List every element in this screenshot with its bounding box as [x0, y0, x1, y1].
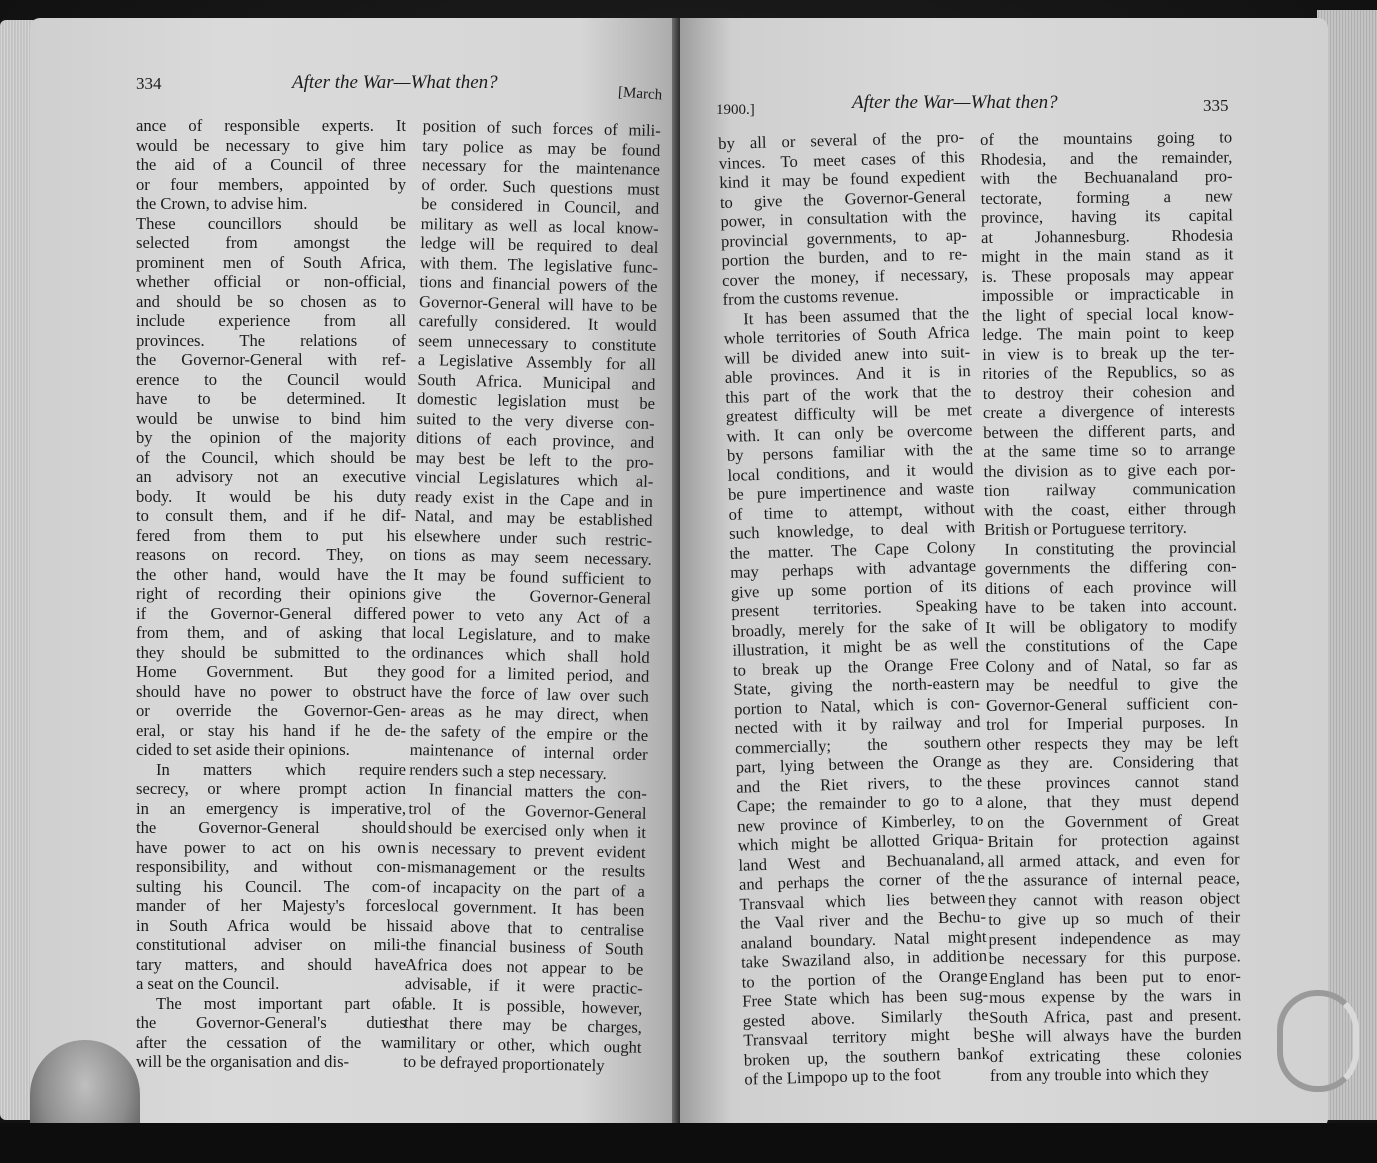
right-running-head [680, 70, 1328, 118]
text-line: on the Government of Great [987, 809, 1240, 832]
text-line: broadly, merely for the sake of [731, 614, 979, 641]
text-line: Governor-General sufficient con- [985, 692, 1239, 715]
text-line: power to veto any Act of a [412, 603, 651, 628]
text-line: is. These proposals may appear [981, 263, 1234, 286]
text-line: nected with it by railway and [734, 711, 981, 738]
text-line: trol for Imperial purposes. In [986, 712, 1239, 734]
text-line: include experience from all [136, 311, 406, 330]
text-line: after the cessation of the war [136, 1032, 406, 1052]
text-line: of the mountains going to [980, 127, 1233, 149]
text-line: State, giving the north-eastern [733, 672, 980, 699]
text-line: Transvaal which lies between [739, 887, 986, 914]
text-line: ditions of each province, and [416, 427, 655, 452]
text-line: have power to act on his own [136, 837, 406, 857]
right-date-fragment: 1900.] [716, 102, 755, 118]
text-line: tions and financial powers of the [419, 271, 658, 296]
text-line: the Crown, to advise him. [136, 194, 308, 213]
text-line: right of recording their opinions [136, 584, 406, 603]
text-line: and should be so chosen as to [136, 291, 406, 311]
text-line: South Africa. Municipal and [417, 369, 656, 394]
right-column-1 [718, 127, 991, 1089]
text-line: ance of responsible experts. It [136, 116, 406, 135]
text-line: should be exercised only when it [407, 817, 647, 842]
text-line: to break up the Orange Free [732, 653, 980, 680]
text-line: in an emergency is imperative, [136, 798, 406, 818]
text-line: may be needful to give the [985, 673, 1238, 695]
text-line: by all or several of the pro- [718, 127, 965, 153]
text-line: the aid of a Council of three [136, 155, 406, 174]
text-line: greatest difficulty will be met [725, 400, 973, 426]
text-line: The most important part of [156, 993, 406, 1013]
left-page-number: 334 [136, 74, 162, 93]
text-line: She will always have the burden [989, 1024, 1242, 1046]
text-line: cided to set aside their opinions. [136, 740, 350, 759]
text-line: will be divided anew into suit- [723, 341, 971, 368]
text-line: suited to the very diverse con- [416, 408, 655, 433]
text-line: responsibility, and without con- [136, 857, 406, 876]
text-line: Rhodesia, and the remainder, [980, 146, 1233, 169]
text-line: Africa does not appear to be [405, 954, 644, 979]
text-line: governments the differing con- [984, 556, 1237, 578]
text-line: at Johannesburg. Rhodesia [981, 224, 1234, 247]
text-line: that there may be charges, [403, 1012, 643, 1037]
text-line: by persons familiar with the [726, 439, 974, 465]
text-line: part, lying between the Orange [735, 750, 982, 777]
text-line: Colony and of Natal, so far as [985, 653, 1238, 676]
text-line: and perhaps the corner of the [738, 867, 986, 894]
text-line: impossible or impracticable in [981, 283, 1234, 305]
text-line: and the Riet rivers, to the [735, 770, 983, 797]
text-line: Governor-General will have to be [418, 291, 658, 316]
text-line: tions as may seem necessary. [413, 544, 652, 569]
text-line: mous expense by the wars in [988, 985, 1242, 1007]
text-line: of order. Such questions must [421, 174, 660, 199]
text-line: of the Limpopo up to the foot [744, 1064, 941, 1089]
text-line: In constituting the provincial [1004, 536, 1237, 559]
text-line: the assurance of internal peace, [987, 868, 1240, 890]
text-line: which might be allotted Griqua- [737, 828, 985, 855]
text-line: It has been assumed that the [742, 302, 970, 328]
text-line: elsewhere under such restric- [414, 525, 653, 550]
text-line: to the portion of the Orange [741, 965, 988, 992]
text-line: province, having its capital [980, 205, 1234, 227]
text-line: of extricating these colonies [989, 1043, 1242, 1066]
text-line: such knowledge, to deal with [728, 516, 976, 543]
text-line: commercially; the southern [734, 731, 982, 758]
right-running-title: After the War—What then? [852, 92, 1058, 113]
text-line: constitutional adviser on mili- [136, 935, 406, 954]
text-line: have to be taken into account. [984, 595, 1238, 617]
text-line: have to be determined. It [136, 389, 406, 408]
text-line: to consult them, and if he dif- [136, 506, 406, 525]
text-line: of incapacity on the part of a [406, 876, 646, 901]
text-line: might in the main stand as it [981, 244, 1234, 266]
text-line: give the Governor-General [412, 583, 652, 608]
text-line: broken up, the southern bank [743, 1043, 991, 1070]
text-line: in South Africa would be his [136, 915, 406, 935]
text-line: the other hand, would have the [136, 564, 406, 584]
text-line: the constitutions of the Cape [985, 634, 1238, 656]
text-line: domestic legislation must be [416, 388, 656, 413]
text-line: will be the organisation and dis- [136, 1052, 350, 1071]
text-line: the division as to give each por- [983, 458, 1236, 481]
text-line: or four members, appointed by [136, 174, 406, 194]
text-line: as they are. Considering that [986, 751, 1239, 773]
text-line: Home Government. But they [136, 662, 406, 681]
text-line: portion the burden, and to re- [721, 244, 968, 270]
left-date-fragment: [March [617, 84, 663, 104]
right-page-number: 335 [1203, 96, 1229, 115]
text-line: the financial business of South [405, 934, 644, 959]
text-line: with the coast, either through [983, 497, 1237, 520]
text-line: renders such a step necessary. [409, 759, 607, 783]
text-line: the Governor-General with ref- [136, 350, 406, 369]
text-line: carefully considered. It would [418, 310, 657, 335]
text-line: the light of special local know- [981, 302, 1235, 325]
text-line: land West and Bechuanaland, [738, 848, 985, 875]
text-line: between the different parts, and [983, 419, 1236, 442]
left-running-head [30, 70, 678, 110]
text-line: Britain for protection against [987, 829, 1240, 851]
text-line: the matter. The Cape Colony [729, 536, 976, 563]
text-line: is necessary to prevent evident [407, 837, 646, 862]
text-line: alone, that they must depend [986, 790, 1240, 812]
text-line: at the same time so to arrange [983, 439, 1236, 461]
text-line: secrecy, or where prompt action [136, 779, 406, 798]
text-line: ritories of the Republics, so as [982, 361, 1235, 383]
text-line: in view is to break up the ter- [982, 341, 1235, 364]
text-line: Free State which has been sug- [741, 984, 989, 1011]
text-line: tary matters, and should have [136, 954, 406, 974]
text-line: ready exist in the Cape and in [414, 486, 654, 511]
text-line: present independence as may [988, 926, 1241, 949]
text-line: ordinances which shall hold [411, 642, 650, 667]
text-line: of the Council, which should be [136, 447, 406, 467]
text-line: provinces. The relations of [136, 330, 406, 350]
text-line: ledge. The main point to keep [982, 322, 1235, 344]
text-line: eral, or stay his hand if he de- [136, 720, 406, 740]
text-line: South Africa, past and present. [989, 1004, 1242, 1027]
text-line: necessary for the maintenance [421, 154, 661, 179]
text-line: would be necessary to give him [136, 135, 406, 155]
text-line: whether official or non-official, [136, 272, 406, 291]
text-line: local conditions, and it would [727, 458, 974, 485]
text-line: whole territories of South Africa [723, 322, 970, 348]
text-line: the Vaal river and the Bechu- [739, 906, 987, 933]
text-line: with the Bechuanaland pro- [980, 166, 1233, 188]
text-line: with them. The legislative func- [419, 252, 659, 277]
text-line: vincial Legislatures which al- [415, 466, 654, 491]
text-line: fered from them to put his [136, 525, 406, 545]
text-line: It may be found sufficient to [413, 564, 652, 589]
text-line: a seat on the Council. [136, 974, 280, 993]
text-line: should have no power to obstruct [136, 681, 406, 701]
text-line: if the Governor-General differed [136, 603, 406, 623]
text-line: illustration, it might be as well [732, 633, 979, 660]
text-line: by the opinion of the majority [136, 428, 406, 447]
text-line: ditions of each province will [984, 575, 1237, 598]
text-line: erence to the Council would [136, 369, 406, 389]
text-line: trol of the Governor-General [408, 798, 647, 823]
text-line: reasons on record. They, on [136, 545, 406, 564]
text-line: Natal, and may be established [414, 505, 653, 530]
text-line: tectorate, forming a new [980, 185, 1233, 208]
shadow [0, 1123, 1377, 1163]
text-line: ledge will be required to deal [420, 232, 659, 257]
right-column-2 [980, 127, 1242, 1085]
text-line: of time to attempt, without [728, 497, 975, 524]
text-line: analand boundary. Natal might [740, 926, 987, 953]
text-line: military as well as local know- [420, 213, 659, 238]
text-line: take Swaziland also, in addition [740, 945, 988, 972]
text-line: give up some portion of its [730, 575, 977, 602]
text-line: be necessary for this purpose. [988, 946, 1241, 968]
text-line: create a divergence of interests [982, 400, 1236, 422]
text-line: these provinces cannot stand [986, 770, 1239, 793]
text-line: sulting his Council. The com- [136, 876, 406, 896]
text-line: with. It can only be overcome [726, 419, 973, 446]
text-line: British or Portuguese territory. [984, 517, 1187, 539]
text-line: the Governor-General should [136, 818, 406, 837]
text-line: have the force of law over such [410, 681, 650, 706]
text-line: they should be submitted to the [136, 642, 406, 662]
text-line: Transvaal territory might be [743, 1023, 990, 1050]
text-line: selected from amongst the [136, 233, 406, 252]
page-clip [1277, 990, 1359, 1092]
text-line: local government. It has been [406, 895, 645, 920]
text-line: areas as he may direct, when [410, 700, 649, 725]
text-line: said above that to centralise [405, 915, 645, 940]
text-line: be considered in Council, and [420, 193, 660, 218]
text-line: all armed attack, and even for [987, 848, 1240, 871]
text-line: good for a limited period, and [411, 661, 650, 686]
right-page [680, 18, 1328, 1130]
text-line: These councillors should be [136, 213, 406, 233]
text-line: maintenance of internal order [409, 739, 648, 764]
text-line: to destroy their cohesion and [982, 380, 1235, 403]
text-line: In matters which require [156, 759, 406, 779]
text-line: local Legislature, and to make [411, 622, 651, 647]
text-line: vinces. To meet cases of this [718, 146, 965, 173]
text-line: would be unwise to bind him [136, 408, 406, 428]
text-line: position of such forces of mili- [422, 116, 661, 140]
text-line: from the customs revenue. [722, 285, 899, 309]
text-line: from any trouble into which they [989, 1063, 1209, 1085]
text-line: provincial governments, to ap- [720, 224, 968, 251]
text-line: body. It would be his duty [136, 486, 406, 506]
text-line: mismanagement or the results [407, 856, 646, 881]
left-running-title: After the War—What then? [292, 72, 498, 93]
text-line: In financial matters the con- [428, 779, 648, 803]
left-page [30, 18, 678, 1130]
left-column-2 [403, 116, 661, 1076]
text-line: able provinces. And it is in [724, 361, 971, 387]
text-line: may best be left to the pro- [415, 447, 655, 472]
text-line: an advisory not an executive [136, 467, 406, 486]
text-line: kind it may be found expedient [719, 166, 966, 192]
left-column-1 [136, 116, 406, 1072]
text-line: military or other, which ought [403, 1032, 642, 1057]
text-line: from them, and of asking that [136, 623, 406, 642]
text-line: prominent men of South Africa, [136, 252, 406, 272]
text-line: other respects they may be left [986, 731, 1239, 754]
text-line: advisable, if it were practic- [404, 973, 643, 998]
text-line: to be defrayed proportionately [403, 1051, 605, 1076]
text-line: gested above. Similarly the [742, 1004, 989, 1031]
text-line: portion to Natal, which is con- [733, 692, 981, 719]
text-line: may perhaps with advantage [729, 555, 977, 582]
text-line: a Legislative Assembly for all [417, 349, 657, 374]
text-line: tary police as may be found [422, 135, 661, 160]
text-line: new province of Kimberley, to [737, 809, 984, 836]
text-line: the Governor-General's duties [136, 1013, 406, 1032]
text-line: the safety of the empire or the [409, 720, 649, 745]
text-line: Cape; the remainder to go to a [736, 789, 983, 816]
text-line: this part of the work that the [725, 380, 972, 407]
text-line: It will be obligatory to modify [985, 614, 1238, 637]
text-line: power, in consultation with the [720, 205, 967, 231]
text-line: seem unnecessary to constitute [418, 330, 657, 355]
text-line: to give up so much of their [988, 907, 1241, 929]
text-line: be pure impertinence and waste [727, 477, 975, 504]
text-line: they cannot with reason object [987, 887, 1241, 910]
text-line: or override the Governor-Gen- [136, 701, 406, 720]
text-line: able. It is possible, however, [404, 993, 643, 1018]
text-line: cover the money, if necessary, [721, 263, 969, 290]
text-line: mander of her Majesty's forces [136, 896, 406, 915]
text-line: tion railway communication [983, 478, 1236, 500]
text-line: present territories. Speaking [731, 594, 978, 621]
text-line: England has been put to enor- [988, 965, 1241, 988]
text-line: to give the Governor-General [719, 185, 967, 212]
